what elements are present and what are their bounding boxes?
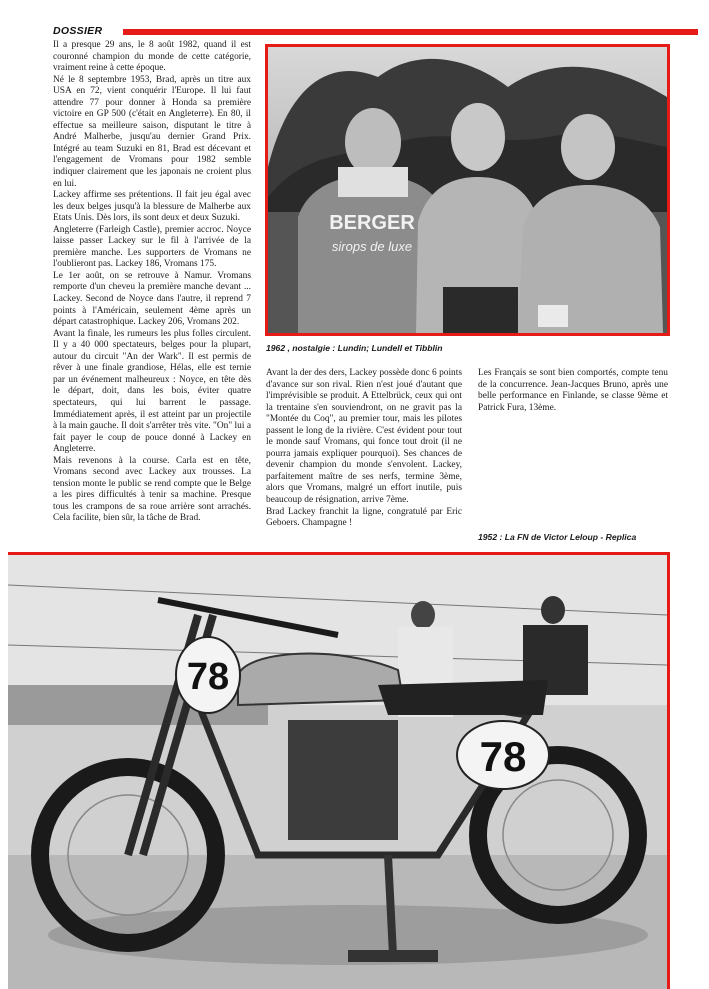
article-column-2 [266, 368, 462, 530]
paragraph: Les Français se sont bien comportés, compte tenu de la concurrence. Jean-Jacques Bruno, après une belle performance en Finlande, se classe 9ème et Patrick Fura, 13ème. [478, 368, 668, 413]
shirt-sub-text: sirops de luxe [331, 239, 413, 254]
motorcycle-illustration [8, 555, 667, 989]
paragraph: Né le 8 septembre 1953, Brad, après un titre aux USA en 72, vient conquérir l'Europe. Il lui faut attendre 77 pour donner à Honda sa première victoire en GP 500 (c'était en Angleterre). En 80, il effectue sa meilleure saison, disputant le titre à André Malherbe, jusqu'au dernier Grand Prix. Intégré au team Suzuki en 81, Brad est décevant et l'engagement de Vromans pour 1982 semble indiquer clairement que les japonais ne croient plus en lui. [53, 74, 251, 189]
article-column-3 [478, 368, 668, 414]
paragraph: Le 1er août, on se retrouve à Namur. Vromans remporte d'un cheveu la première manche devant ... Lackey. Second de Noyce dans l'autre, il reprend 7 points à l'Américain, seulement 4ème après un départ catastrophique. Lackey 206, Vromans 202. [53, 270, 251, 328]
riders-illustration [268, 47, 667, 333]
paragraph: Brad Lackey franchit la ligne, congratulé par Eric Geboers. Champagne ! [266, 506, 462, 529]
photo-riders-1962 [265, 44, 670, 336]
paragraph: Lackey affirme ses prétentions. Il fait jeu égal avec les deux belges jusqu'à la blessure de Malherbe aux Etats Unis. Dès lors, ils sont deux et deux Suzuki. [53, 190, 251, 224]
bottom-photo-right-rule [667, 552, 670, 989]
page-header [0, 24, 709, 38]
article-column-1 [53, 40, 251, 525]
photo-fn-motorcycle [8, 555, 667, 989]
paragraph: Mais revenons à la course. Carla est en tête, Vromans second avec Lackey aux trousses. La tension monte le public se rend compte que le Belge a les pires difficultés à tenir sa machine. Presque tous les crampons de sa roue arrière sont arrachés. Cela facilite, bien sûr, la tâche de Brad. [53, 455, 251, 524]
paragraph: Avant la der des ders, Lackey possède donc 6 points d'avance sur son rival. Rien n'est joué d'autant que l'imprévisible se produit. A Ettelbrück, ceux qui ont la trentaine s'en souviendront, on ne gravit pas la "Montée du Coq", au premier tour, mais les pilotes passent le long de la rivière. C'est évident pour tout le monde sauf Vromans, qui fonce tout droit (il ne pourra jamais expliquer pourquoi). Ses chances de devenir champion du monde s'envolent. Lackey, parfaitement maître de ses nerfs, termine 3ème, alors que Vromans, malgré un effort inutile, puis beaucoup de résignation, arrive 7ème. [266, 368, 462, 506]
shirt-brand-text: BERGER [329, 212, 415, 234]
front-plate-number: 78 [186, 656, 230, 698]
paragraph: Il a presque 29 ans, le 8 août 1982, quand il est couronné champion du monde de cette catégorie, vraiment reine à cette époque. [53, 40, 251, 74]
section-kicker: DOSSIER [53, 25, 103, 37]
header-red-bar [123, 29, 698, 35]
photo-caption-bottom: 1952 : La FN de Victor Leloup - Replica [478, 532, 637, 542]
side-plate-number: 78 [479, 733, 527, 780]
photo-caption-top: 1962 , nostalgie : Lundin; Lundell et Tibblin [266, 343, 443, 353]
paragraph: Angleterre (Farleigh Castle), premier accroc. Noyce laisse passer Lackey sur le fil à l'arrivée de la première manche. Les supporters de Vromans ne l'oublieront pas. Lackey 186, Vromans 175. [53, 224, 251, 270]
paragraph: Avant la finale, les rumeurs les plus folles circulent. Il y a 40 000 spectateurs, belges pour la plupart, autour du circuit "An der Wark". Il est permis de rêver à une finale grandiose, Hélas, elle est ternie par un événement malheureux : Noyce, en tête dès le départ, doit, dans les bois, éviter quatre spectateurs, qui lui barrent le passage. Immédiatement après, il est atteint par un projectile à la main gauche. Il doit s'arrêter très vite. "On" lui a fait payer le coup de pouce donné à Lackey en Angleterre. [53, 328, 251, 455]
